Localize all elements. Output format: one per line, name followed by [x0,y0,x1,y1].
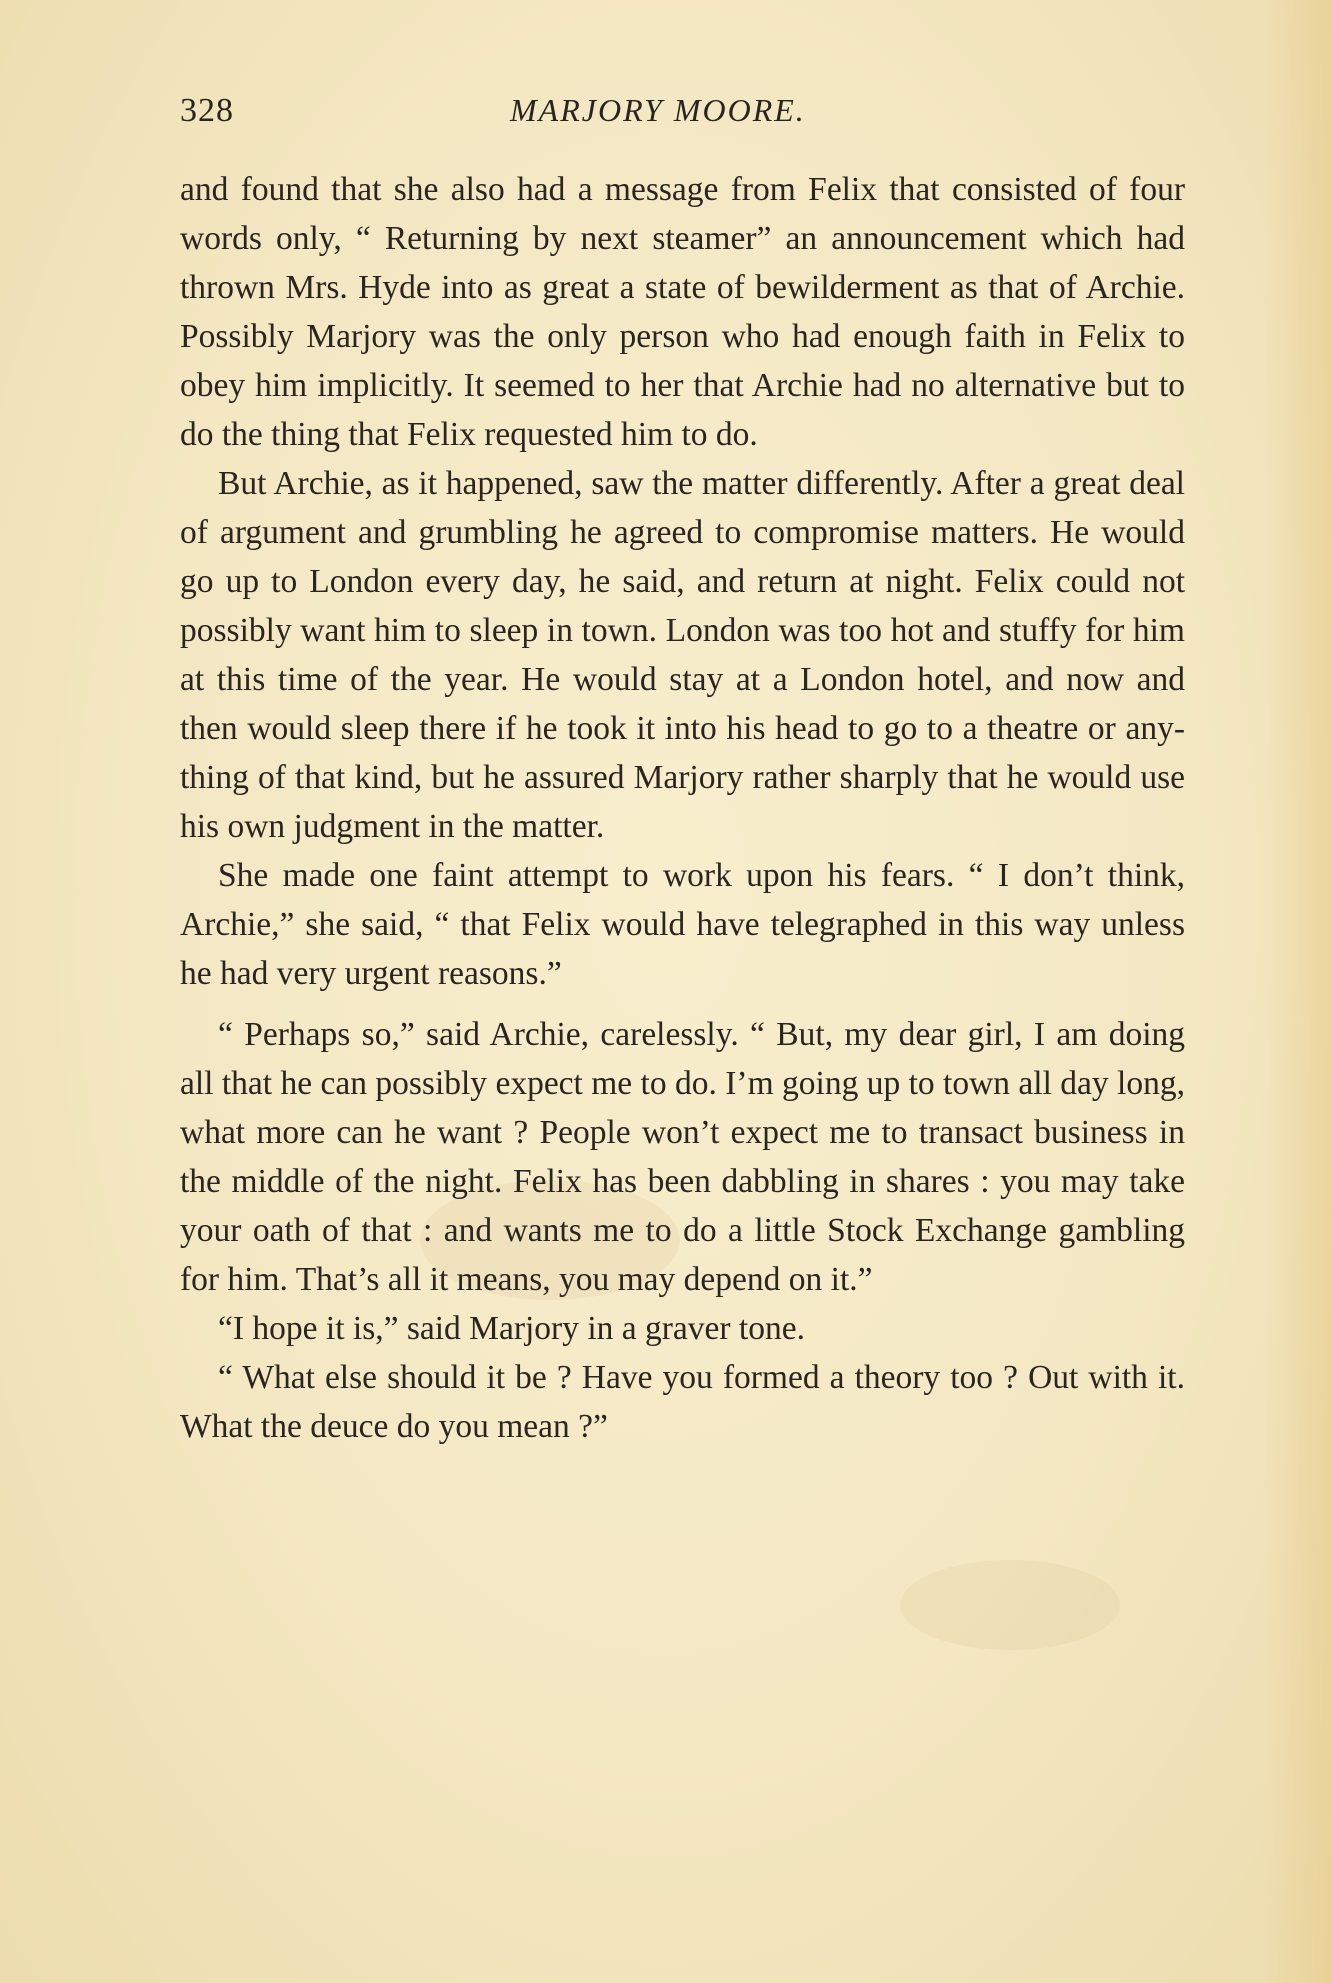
paragraph: “I hope it is,” said Marjory in a graver tone. [218,1310,805,1347]
paragraph: She made one faint attempt to work upon his fears. “ I don’t think, Archie,” she said, “ that Felix would have telegraphed in this way unless he had very urgent reasons.” [180,857,1185,992]
running-title: MARJORY MOORE. [510,92,806,128]
paper-stain [900,1560,1120,1650]
paragraph: “ What else should it be ? Have you formed a theory too ? Out with it. What the deuce do you mean ?” [180,1359,1185,1445]
page-number: 328 [180,92,234,129]
paragraph: “ Perhaps so,” said Archie, carelessly. “ But, my dear girl, I am doing all that he can possibly expect me to do. I’m going up to town all day long, what more can he want ? People won’t expect me to transact business in the middle of the night. Felix has been dabbling in shares : you may take your oath of that : and wants me to do a little Stock Exchange gambling for him. That’s all it means, you may depend on it.” [180,1016,1185,1298]
page-edge-shading [1262,0,1332,1983]
paragraph: But Archie, as it happened, saw the matter differently. After a great deal of argument and grumbling he agreed to compromise matters. He would go up to London every day, he said, and return at night. Felix could not possibly want him to sleep in town. London was too hot and stuffy for him at this time of the year. He would stay at a London hotel, and now and then would sleep there if he took it into his head to go to a theatre or any-thing of that kind, but he assured Marjory rather sharply that he would use his own judgment in the matter. [180,465,1185,845]
paragraph: and found that she also had a message from Felix that consisted of four words only, “ Returning by next steamer” an announcement which had thrown Mrs. Hyde into as great a state of bewilderment as that of Archie. Possibly Marjory was the only person who had enough faith in Felix to obey him implicitly. It seemed to her that Archie had no alternative but to do the thing that Felix requested him to do. [180,171,1185,453]
running-header [180,92,1180,136]
body-text [180,165,1185,1451]
